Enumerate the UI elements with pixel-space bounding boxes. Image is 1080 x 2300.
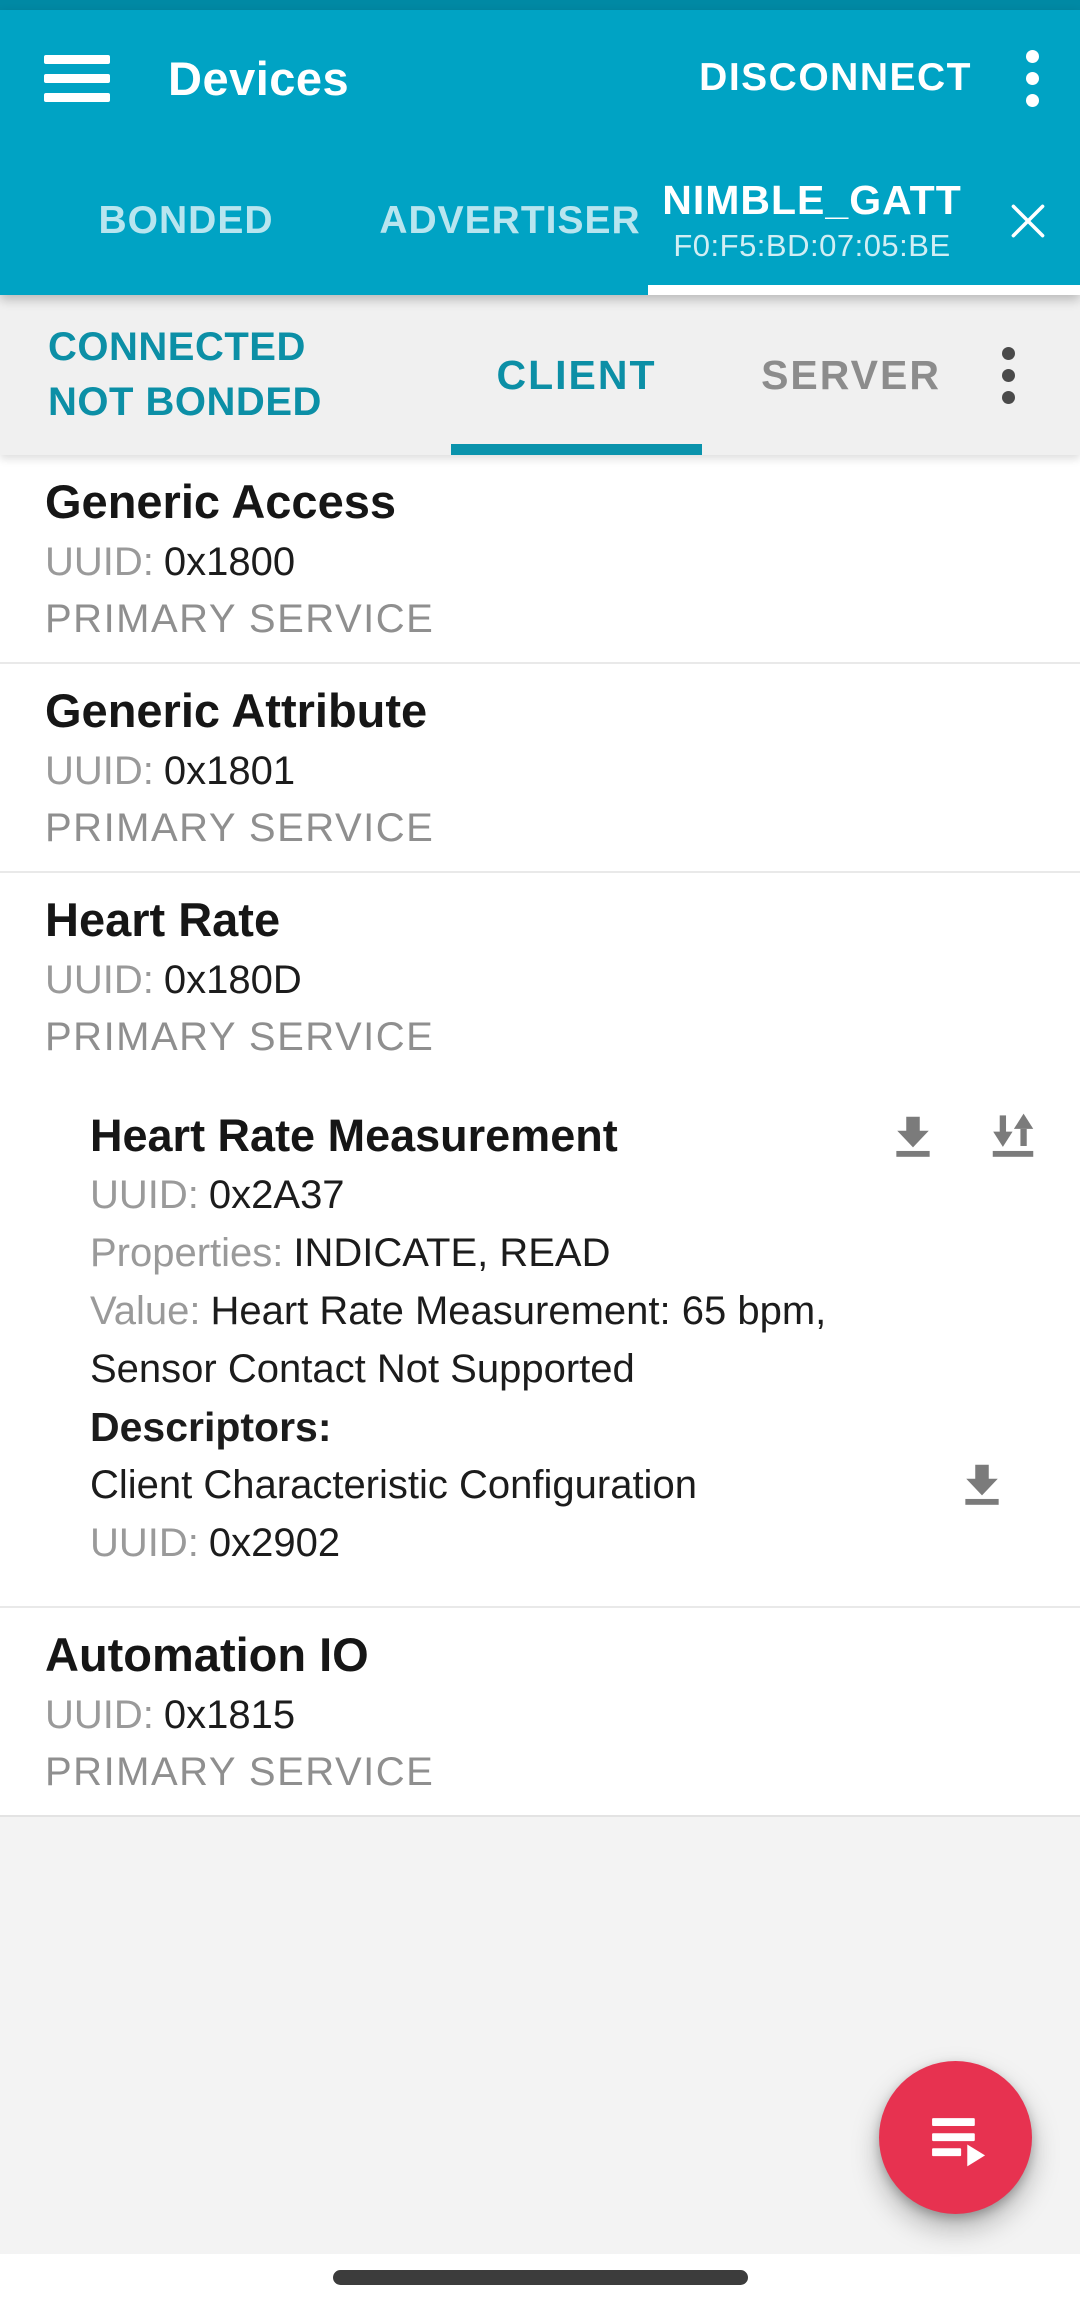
tab-advertiser[interactable]: ADVERTISER <box>379 198 641 242</box>
page-title: Devices <box>168 51 350 105</box>
service-automation-io[interactable] <box>0 1608 1080 1815</box>
service-name: Automation IO <box>45 1628 369 1681</box>
service-generic-attribute[interactable] <box>0 664 1080 873</box>
descriptor-read-icon[interactable] <box>954 1458 1010 1512</box>
descriptor-name: Client Characteristic Configuration <box>90 1463 697 1507</box>
descriptors-label: Descriptors: <box>90 1404 332 1450</box>
properties-label: Properties: <box>90 1231 284 1275</box>
connection-state: CONNECTED <box>48 325 306 369</box>
status-bar <box>0 0 1080 10</box>
characteristic-uuid-line <box>90 1166 1010 1224</box>
overflow-menu-icon[interactable] <box>1024 44 1040 113</box>
characteristic-properties-line <box>90 1224 1010 1282</box>
read-icon[interactable] <box>885 1110 941 1164</box>
service-name: Heart Rate <box>45 893 281 946</box>
characteristic-value-line <box>90 1282 880 1398</box>
uuid-value: 0x180D <box>163 958 302 1002</box>
service-uuid-line <box>45 1686 1035 1744</box>
gatt-overflow-menu-icon[interactable] <box>988 295 1028 455</box>
service-type: PRIMARY SERVICE <box>45 1750 435 1794</box>
service-type: PRIMARY SERVICE <box>45 806 435 850</box>
tab-server[interactable]: SERVER <box>761 351 941 398</box>
descriptor-row <box>90 1456 1010 1514</box>
service-uuid-line <box>45 742 1035 800</box>
characteristic-actions <box>885 1110 1043 1164</box>
characteristic-name: Heart Rate Measurement <box>90 1110 618 1161</box>
uuid-value: 0x1800 <box>163 540 296 584</box>
playlist-play-icon <box>915 2097 997 2179</box>
characteristic-heart-rate-measurement[interactable] <box>0 1080 1080 1608</box>
service-name: Generic Access <box>45 475 396 528</box>
device-name: NIMBLE_GATT <box>662 177 962 223</box>
device-tabs <box>0 146 1080 295</box>
service-name: Generic Attribute <box>45 684 428 737</box>
uuid-value: 0x2A37 <box>208 1173 345 1217</box>
connection-status <box>0 295 322 455</box>
uuid-label: UUID: <box>45 1693 154 1737</box>
uuid-label: UUID: <box>45 540 154 584</box>
uuid-label: UUID: <box>45 749 154 793</box>
connection-bar <box>0 295 1080 455</box>
app-bar <box>0 10 1080 295</box>
service-type: PRIMARY SERVICE <box>45 597 435 641</box>
service-heart-rate[interactable] <box>0 873 1080 1080</box>
uuid-label: UUID: <box>45 958 154 1002</box>
close-icon[interactable] <box>976 196 1080 246</box>
app-bar-row <box>0 10 1080 146</box>
hamburger-menu-icon[interactable] <box>44 55 110 102</box>
uuid-label: UUID: <box>90 1173 199 1217</box>
value-label: Value: <box>90 1289 201 1333</box>
service-type: PRIMARY SERVICE <box>45 1015 435 1059</box>
descriptor-uuid-line <box>90 1514 1010 1572</box>
uuid-value: 0x1801 <box>163 749 296 793</box>
uuid-value: 0x2902 <box>208 1521 341 1565</box>
uuid-value: 0x1815 <box>163 1693 296 1737</box>
service-generic-access[interactable] <box>0 455 1080 664</box>
gesture-pill[interactable] <box>333 2270 748 2285</box>
navigation-bar <box>0 2254 1080 2300</box>
tab-client[interactable]: CLIENT <box>451 295 702 455</box>
indicate-icon[interactable] <box>983 1110 1043 1164</box>
properties-value: INDICATE, READ <box>293 1231 611 1275</box>
service-uuid-line <box>45 533 1035 591</box>
device-mac-address: F0:F5:BD:07:05:BE <box>673 228 951 263</box>
value-text: Heart Rate Measurement: 65 bpm, Sensor Contact Not Supported <box>90 1289 827 1391</box>
tab-bonded[interactable]: BONDED <box>98 198 274 242</box>
disconnect-button[interactable]: DISCONNECT <box>699 56 972 99</box>
uuid-label: UUID: <box>90 1521 199 1565</box>
client-server-tabs <box>451 295 956 455</box>
service-uuid-line <box>45 951 1035 1009</box>
tab-device-nimble-gatt[interactable] <box>648 146 1080 295</box>
macro-fab-button[interactable] <box>879 2061 1032 2214</box>
services-list <box>0 455 1080 1815</box>
bond-state: NOT BONDED <box>48 380 322 424</box>
